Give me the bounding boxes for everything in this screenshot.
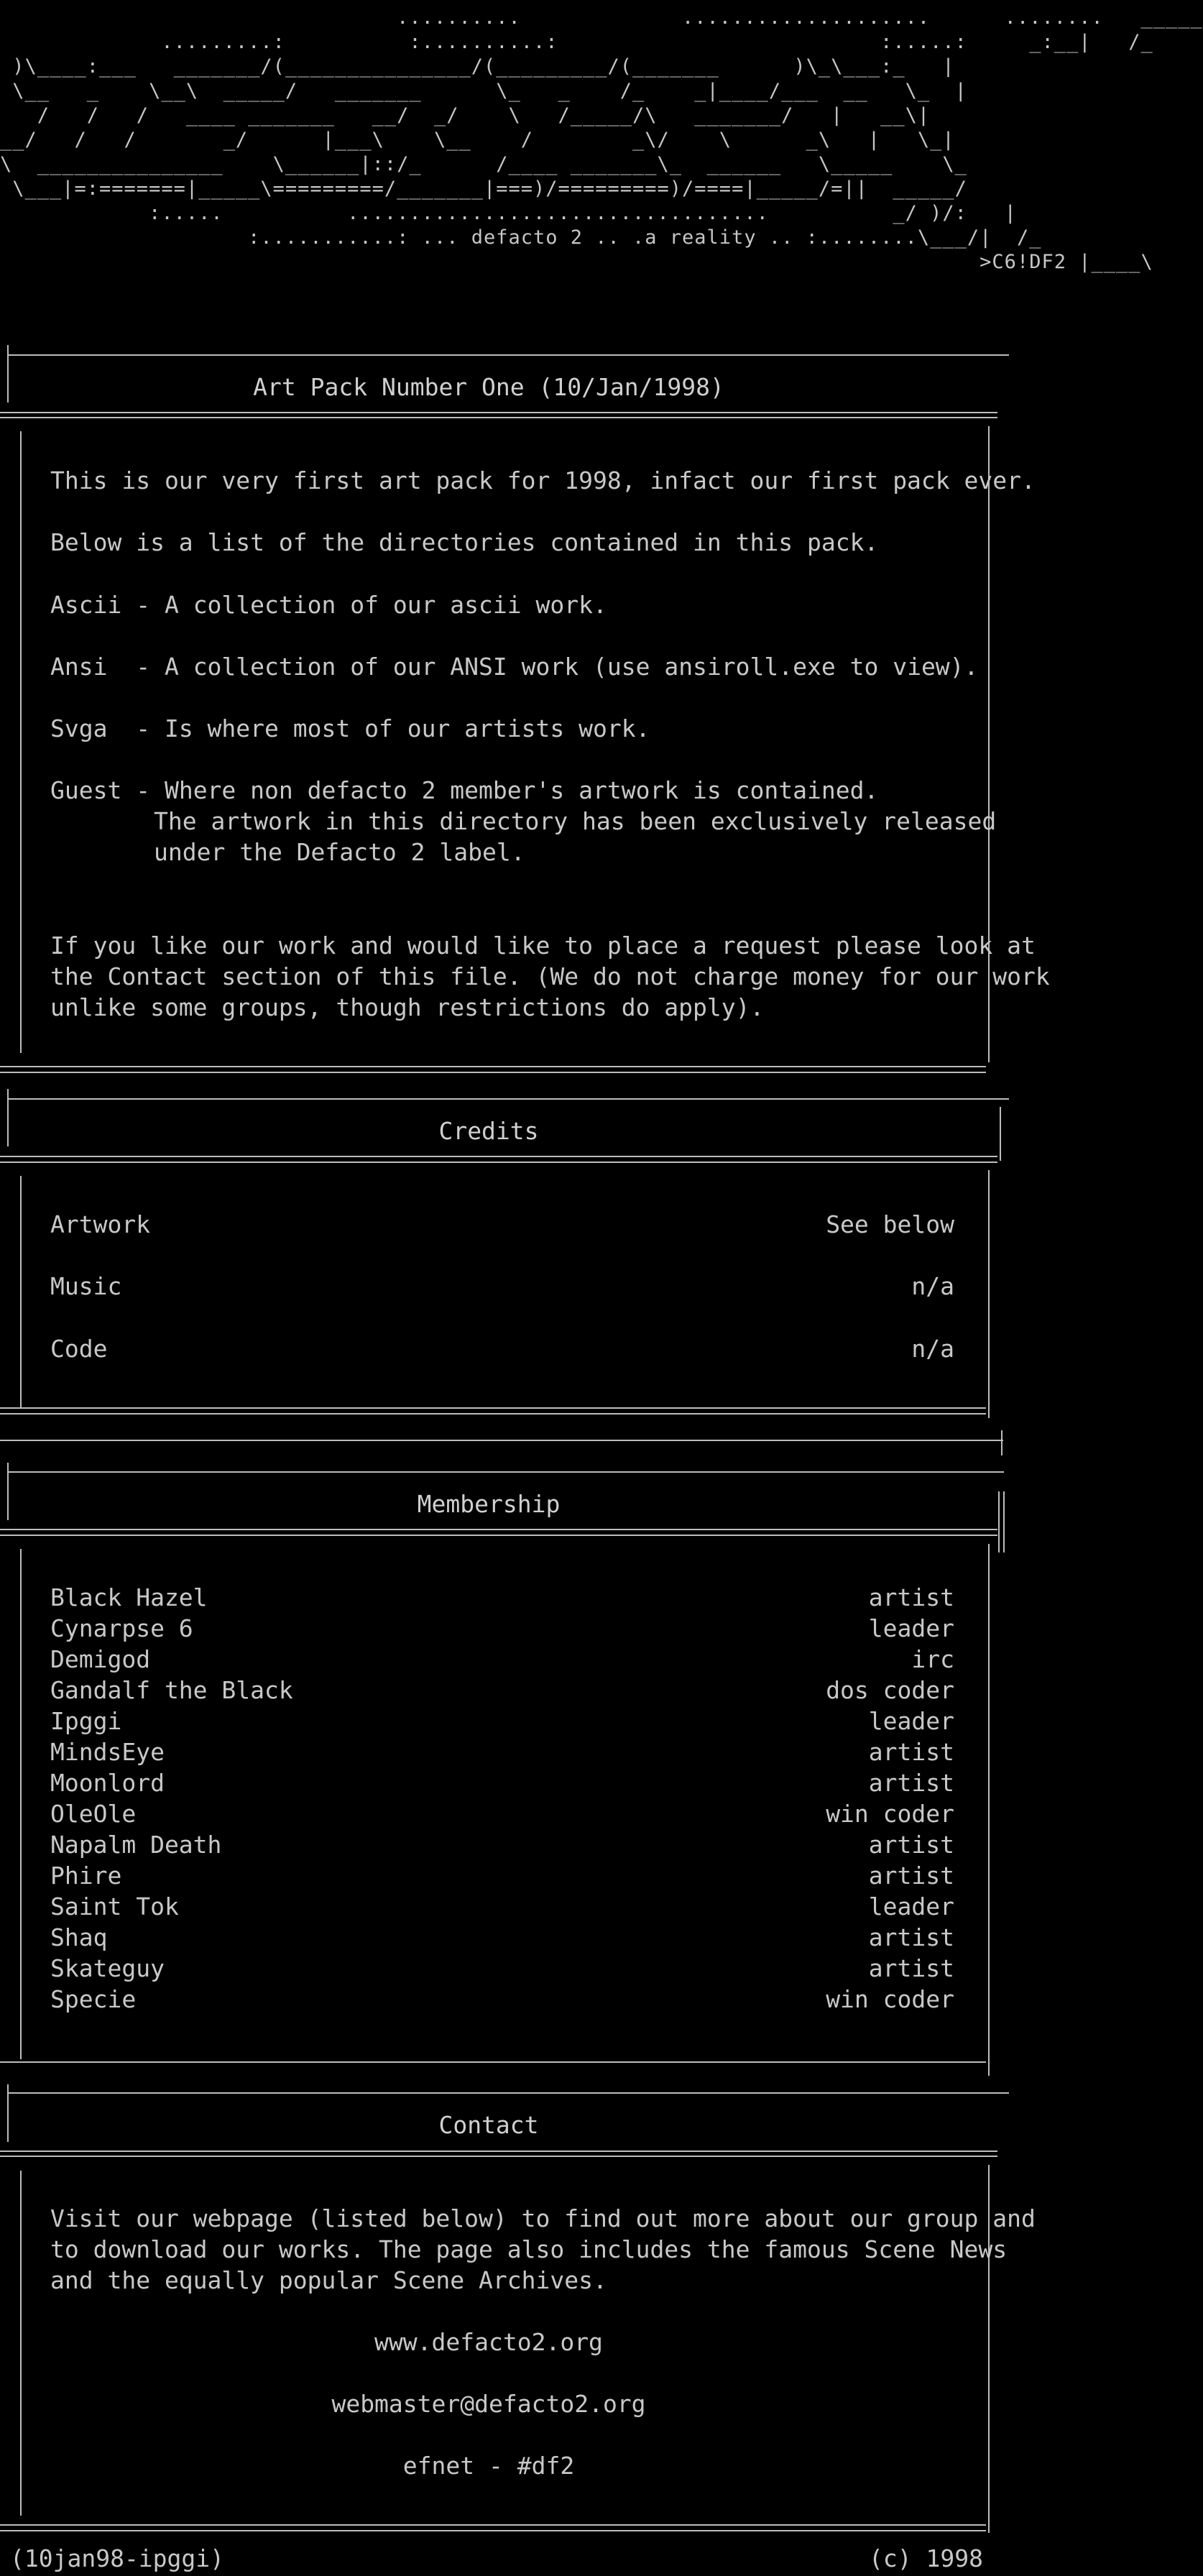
frame-line [1003,1491,1005,1552]
member-role: artist [868,1769,954,1797]
intro-paragraph: This is our very first art pack for 1998, infact our first pack ever. [50,466,1036,494]
member-role: leader [868,1614,954,1642]
section-title-intro: Art Pack Number One (10/Jan/1998) [253,373,724,401]
frame-line [9,1471,1004,1473]
frame-line [0,1440,1003,1441]
contact-text: Visit our webpage (listed below) to find out more about our group and [50,2204,1036,2232]
frame-line [0,2150,997,2152]
section-title-credits: Credits [438,1117,539,1145]
directory-name: Guest [50,776,122,804]
credit-label: Music [50,1272,122,1300]
member-name: Shaq [50,1923,108,1951]
member-name: OleOle [50,1800,137,1828]
frame-line [20,431,22,1053]
frame-line [0,1535,997,1536]
member-role: artist [868,1831,954,1859]
member-role: artist [868,1954,954,1982]
directory-item: Guest - Where non defacto 2 member's artwork is contained. [50,776,879,804]
frame-line [988,1544,990,2076]
request-text: unlike some groups, though restrictions do apply). [50,993,765,1021]
email-link[interactable]: webmaster@defacto2.org [331,2390,646,2418]
frame-line [0,1413,986,1414]
credit-value: See below [826,1210,954,1238]
member-name: Ipggi [50,1707,122,1735]
member-role: leader [868,1707,954,1735]
credit-value: n/a [911,1335,954,1363]
footer-signature: (10jan98-ipggi) [10,2544,225,2572]
ascii-logo: .......... .................... ........ _____ .........: :..........: :.....: _:__| /_ )\____:___ _______/(_______________/(_________/(_______ )\_\___:_ | \__ _ \__\ _____/ _______ \_ _ /_ _|____/___ __ \_ | / / / ____ _______ __/ _/ \ /_____/\ _______/ | __\| __/ / / _/ |___\ \__ / _\/ \ _\ | \_| \ _______________ \______|::/_ /____ _______\_ ______ \_____ \_ \___|=:=======|_____\=========/_______|===)/=========)/====|_____/=|| _____/ :..... .................................. _/ )/: | :...........: ... defacto 2 .. .a reality .. :........\___/| /_ >C6!DF2 |____\ [0,6,1203,273]
frame-line [20,1176,22,1408]
frame-line [0,417,997,418]
directory-name: Svga [50,714,122,742]
frame-line [0,1529,997,1530]
request-text: If you like our work and would like to place a request please look at [50,932,1036,960]
frame-line [0,1156,997,1157]
irc-channel: efnet - #df2 [402,2452,575,2480]
frame-line [9,354,1009,356]
member-name: MindsEye [50,1738,165,1766]
contact-text: and the equally popular Scene Archives. [50,2266,607,2294]
member-name: Black Hazel [50,1583,208,1611]
frame-line [9,2092,1009,2094]
frame-line [0,412,997,413]
member-role: dos coder [826,1676,954,1704]
credit-label: Artwork [50,1210,151,1238]
frame-line [0,1066,986,1067]
directory-desc: A collection of our ANSI work (use ansiroll.exe to view). [164,653,979,681]
frame-line [998,1491,1000,1552]
member-name: Napalm Death [50,1831,222,1859]
member-name: Phire [50,1862,122,1890]
member-name: Cynarpse 6 [50,1614,193,1642]
directory-desc-cont: The artwork in this directory has been exclusively released [154,807,997,835]
contact-text: to download our works. The page also includes the famous Scene News [50,2235,1008,2263]
frame-line [0,2524,986,2526]
frame-line [0,2061,986,2063]
directory-item: Ansi - A collection of our ANSI work (use ansiroll.exe to view). [50,653,979,681]
member-name: Saint Tok [50,1892,179,1920]
intro-paragraph: Below is a list of the directories contained in this pack. [50,528,879,556]
frame-line [1001,1430,1002,1455]
directory-name: Ascii [50,591,122,619]
footer-copyright: (c) 1998 [869,2544,983,2572]
member-role: artist [868,1862,954,1890]
section-title-membership: Membership [417,1490,561,1518]
directory-item: Svga - Is where most of our artists work. [50,714,650,742]
section-title-contact: Contact [438,2111,539,2139]
member-role: win coder [826,1800,954,1828]
frame-line [9,1098,1009,1100]
member-name: Skateguy [50,1954,165,1982]
member-name: Demigod [50,1645,151,1673]
frame-line [1000,1107,1001,1161]
member-name: Gandalf the Black [50,1676,293,1704]
website-link[interactable]: www.defacto2.org [374,2328,603,2356]
request-text: the Contact section of this file. (We do not charge money for our work [50,962,1050,990]
directory-desc: Where non defacto 2 member's artwork is contained. [164,776,879,804]
frame-line [0,1162,997,1163]
member-name: Moonlord [50,1769,165,1797]
directory-desc: Is where most of our artists work. [164,714,650,742]
member-name: Specie [50,1985,137,2013]
member-role: artist [868,1738,954,1766]
member-role: artist [868,1923,954,1951]
frame-line [20,1549,22,2059]
frame-line [0,1407,986,1409]
credit-label: Code [50,1335,108,1363]
frame-line [0,2530,986,2531]
member-role: irc [911,1645,954,1673]
directory-desc-cont: under the Defacto 2 label. [154,838,525,866]
member-role: artist [868,1583,954,1611]
directory-name: Ansi [50,653,122,681]
frame-line [988,1170,990,1418]
member-role: leader [868,1892,954,1920]
frame-line [0,1072,986,1073]
directory-item: Ascii - A collection of our ascii work. [50,591,607,619]
directory-desc: A collection of our ascii work. [164,591,607,619]
credit-value: n/a [911,1272,954,1300]
frame-line [0,2156,997,2157]
member-role: win coder [826,1985,954,2013]
